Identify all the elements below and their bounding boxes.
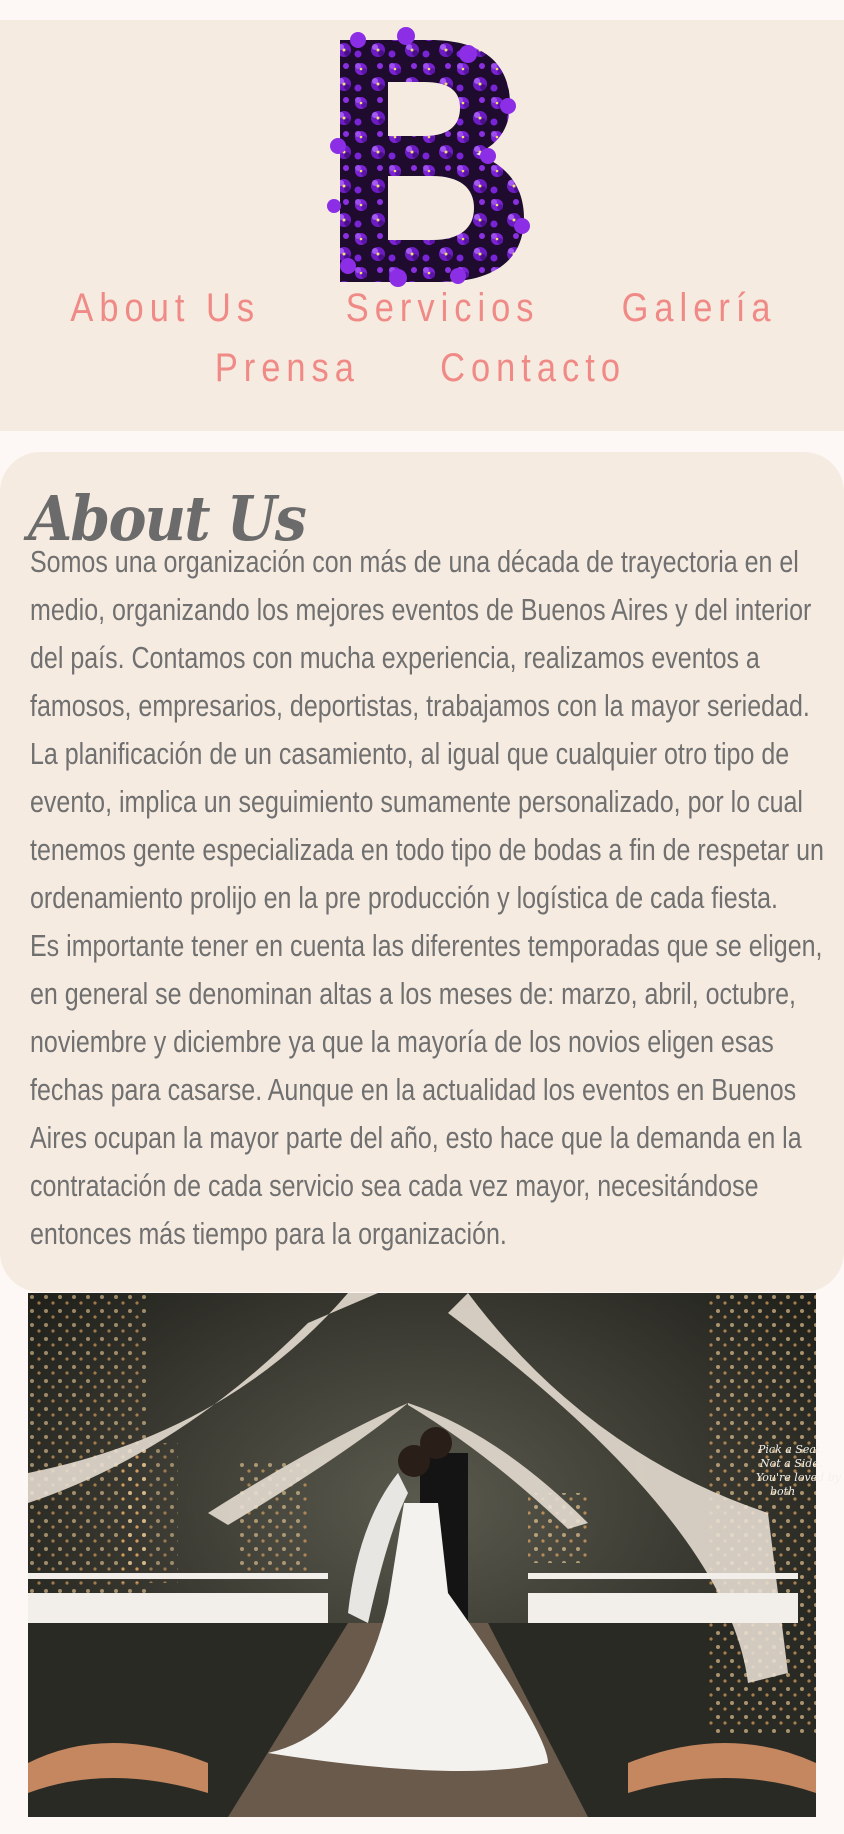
about-paragraph: Es importante tener en cuenta las diferentes temporadas que se eligen, en general se denominan altas a los meses de: marzo, abril, octubre, noviembre y diciembre ya que la mayoría de los novios eligen esas fechas para casarse. Aunque en la actualidad los eventos en Buenos Aires ocupan la mayor parte del año, esto hace que la demanda en la contratación de cada servicio sea cada vez mayor, necesitándose entonces más tiempo para la organización.: [30, 929, 823, 1251]
wedding-photo: [28, 1293, 841, 1817]
nav-link-prensa[interactable]: Prensa: [214, 346, 360, 390]
nav-link-contacto[interactable]: Contacto: [440, 346, 627, 390]
sign-line: Pick a Seat,: [758, 1443, 824, 1456]
nav-link-servicios[interactable]: Servicios: [345, 286, 540, 330]
site-header: [0, 20, 844, 431]
nav-link-about-us[interactable]: About Us: [70, 286, 260, 330]
about-text: [30, 538, 830, 1258]
sign-line: You're loved by: [756, 1471, 841, 1484]
brand-logo[interactable]: [318, 26, 530, 282]
about-title: About Us: [28, 481, 306, 555]
sign-line: both: [770, 1485, 796, 1498]
about-paragraph: Somos una organización con más de una década de trayectoria en el medio, organizando los mejores eventos de Buenos Aires y del interior del país. Contamos con mucha experiencia, realizamos eventos a famosos, empresarios, deportistas, trabajamos con la mayor seriedad.: [30, 545, 812, 723]
nav-row-1: [0, 286, 844, 331]
about-section: [0, 452, 844, 1292]
about-paragraph: La planificación de un casamiento, al igual que cualquier otro tipo de evento, implica un seguimiento sumamente personalizado, por lo cual tenemos gente especializada en todo tipo de bodas a fin de respetar un ordenamiento prolijo en la pre producción y logística de cada fiesta.: [30, 737, 824, 915]
nav-row-2: [0, 346, 844, 391]
nav-link-galeria[interactable]: Galería: [621, 286, 777, 330]
sign-line: Not a Side.: [760, 1457, 823, 1470]
